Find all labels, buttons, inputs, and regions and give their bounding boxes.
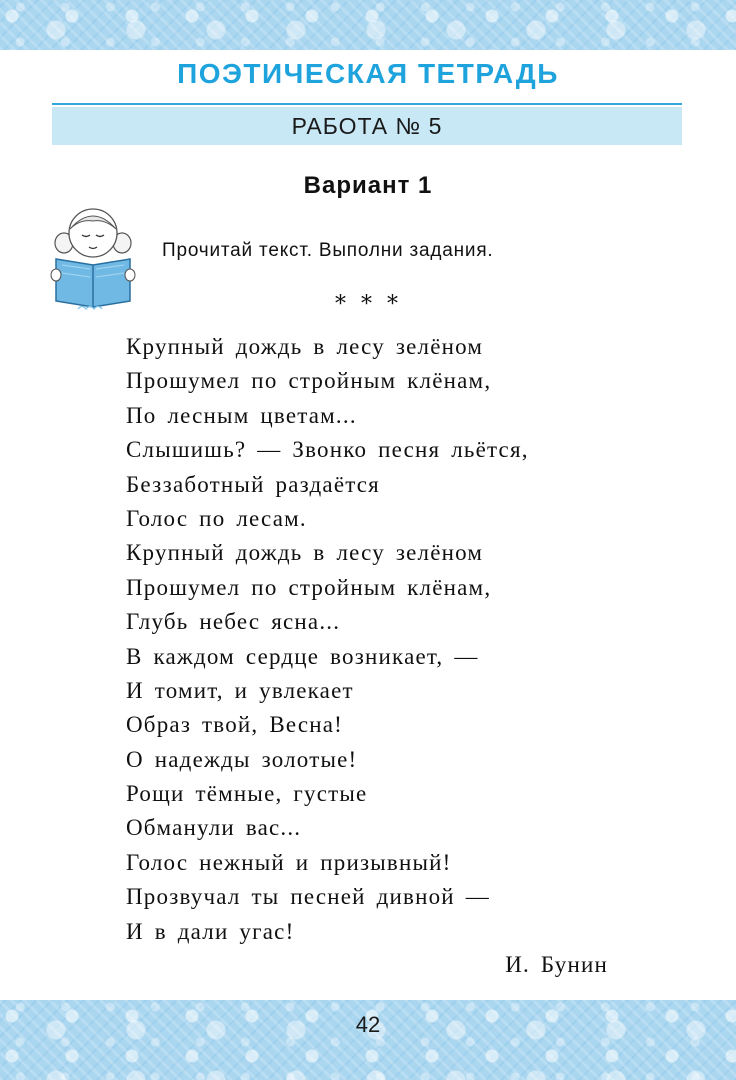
poem-line: Слышишь? — Звонко песня льётся,: [126, 437, 529, 463]
poem-text: [126, 330, 529, 949]
poem-line: О надежды золотые!: [126, 746, 358, 772]
poem-line: Рощи тёмные, густые: [126, 781, 368, 807]
poem-line: И в дали угас!: [126, 918, 295, 944]
instruction-text: Прочитай текст. Выполни задания.: [162, 240, 494, 261]
poem-line: И томит, и увлекает: [126, 677, 354, 703]
poem-line: Прошумел по стройным клёнам,: [126, 574, 492, 600]
poem-line: По лесным цветам...: [126, 402, 357, 428]
work-bar: [52, 107, 682, 145]
poem-line: Прошумел по стройным клёнам,: [126, 368, 492, 394]
page-number: 42: [355, 1012, 381, 1037]
poem-asterisks: * * *: [335, 292, 402, 317]
poem-author: И. Бунин: [505, 952, 608, 977]
variant-heading: Вариант 1: [303, 172, 433, 199]
poem-line: Прозвучал ты песней дивной —: [126, 884, 490, 910]
work-label: РАБОТА № 5: [291, 112, 443, 139]
poem-line: Беззаботный раздаётся: [126, 471, 380, 497]
poem-line: Голос нежный и призывный!: [126, 849, 452, 875]
section-title: ПОЭТИЧЕСКАЯ ТЕТРАДЬ: [177, 58, 559, 89]
poem-line: Голос по лесам.: [126, 505, 307, 531]
poem-line: Крупный дождь в лесу зелёном: [126, 334, 484, 359]
header-divider: [52, 103, 682, 105]
poem-line: В каждом сердце возникает, —: [126, 643, 479, 669]
girl-reading-book-icon: [50, 203, 136, 313]
decorative-top-band: [0, 0, 736, 50]
poem-line: Крупный дождь в лесу зелёном: [126, 540, 484, 566]
poem-line: Обманули вас...: [126, 815, 302, 841]
poem-line: Образ твой, Весна!: [126, 712, 344, 738]
poem-line: Глубь небес ясна...: [126, 609, 341, 635]
